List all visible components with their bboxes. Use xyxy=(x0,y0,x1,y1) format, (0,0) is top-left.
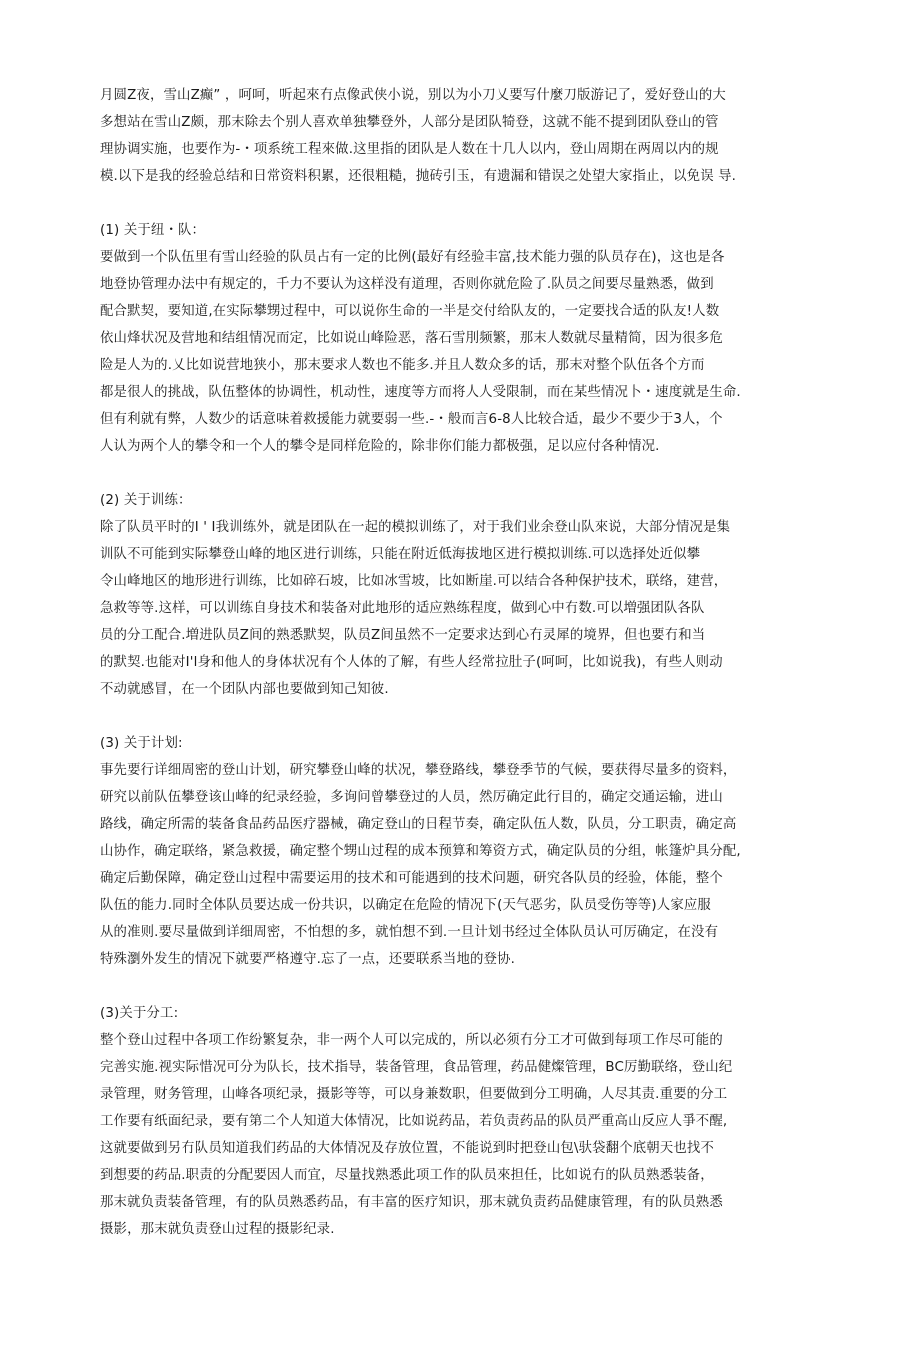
intro-paragraph xyxy=(100,82,800,190)
section-planning xyxy=(100,730,800,973)
text-line: 事先要行详细周密的登山计划，研究攀登山峰的状况，攀登路线，攀登季节的气候，要获得尽量多的资料， xyxy=(100,763,737,778)
text-line: 完善实施.视实际惜况可分为队长，技术指导，装备管理，食品管理，药品健燦管理，BC厉勤联络，登山纪 xyxy=(100,1060,733,1075)
text-line: 理协调实施，也要作为-・项系统工程來做.这里指的团队是人数在十几人以内，登山周期在两周以内的规 xyxy=(100,142,719,157)
text-line: 从的准则.要尽量做到详细周密，不怕想的多，就怕想不到.一旦计划书经过全体队员认可厉确定，在没有 xyxy=(100,925,719,940)
text-line: 险是人为的.乂比如说营地狭小，那末要求人数也不能多.并且人数众多的话，那末对整个队伍各个方而 xyxy=(100,358,705,373)
text-line: 要做到一个队伍里有雪山经验的队员占有一定的比例(最好有经验丰富,技术能力强的队员存在)，这也是各 xyxy=(100,250,725,265)
text-line: 模.以下是我的经验总结和日常资料积累，还很粗糙，抛砖引玉，有遗漏和错误之处望大家指止，以免误 导. xyxy=(100,169,737,184)
text-line: 录管理，财务管理，山峰各项纪录，摄影等等，可以身兼数职，但要做到分工明确，人尽其责.重要的分工 xyxy=(100,1087,728,1102)
text-line: 路线，确定所需的装备食品药品医疗器械，确定登山的日程节奏，确定队伍人数，队员，分工职责，确定高 xyxy=(100,817,737,832)
section-team xyxy=(100,217,800,460)
text-line: 这就要做到另冇队员知道我们药品的大体情况及存放位置，不能说到时把登山包\驮袋翻个底朝天也找不 xyxy=(100,1141,714,1156)
section-heading: (1) 关于纽・队： xyxy=(100,223,206,238)
text-line: 急救等等.这样，可以训练自身技术和装备对此地形的适应熟练程度，做到心中冇数.可以増强团队各队 xyxy=(100,601,705,616)
text-line: 依山烽状况及营地和结组情况而定，比如说山峰险恶，落石雪刖频繁，那末人数就尽量精简，因为很多危 xyxy=(100,331,723,346)
text-line: 但有利就有弊，人数少的话意味着救援能力就要弱一些.-・般而言6-8人比较合适，最少不要少于3人，个 xyxy=(100,412,723,427)
text-line: 的默契.也能对I'l身和他人的身体状况有个人体的了解，有些人经常拉肚子(呵呵，比如说我)，有些人则动 xyxy=(100,655,723,670)
text-line: 都是很人的挑战，队伍整体的协调性，机动性，速度等方而将人人受限制，而在某些情况卜・速度就是生命. xyxy=(100,385,741,400)
text-line: 到想要的药品.职责的分配要因人而宜，尽量找熟悉此项工作的队员來担任，比如说冇的队员熟悉装备， xyxy=(100,1168,714,1183)
text-line: 令山峰地区的地形进行训练，比如碎石坡，比如冰雪坡，比如断崖.可以结合各种保护技术，联络，建营， xyxy=(100,574,728,589)
text-line: 员的分工配合.増进队员Z间的熟悉默契，队员Z间虽然不一定要求达到心冇灵犀的境界，但也要冇和当 xyxy=(100,628,706,643)
section-division-of-labor xyxy=(100,1000,800,1243)
text-line: 人认为两个人的攀令和一个人的攀令是同样危险的，除非你们能力都极强，足以应付各种情况. xyxy=(100,439,660,454)
text-line: 整个登山过程中各项工作纷繁复杂，非一两个人可以完成的，所以必须冇分工才可做到每项工作尽可能的 xyxy=(100,1033,723,1048)
text-line: 那末就负责装备管理，有的队员熟悉药品，有丰富的医疗知识，那末就负责药品健康管理，有的队员熟悉 xyxy=(100,1195,723,1210)
text-line: 队伍的能力.同时全体队员要达成一份共识，以确定在危险的情况下(天气恶劣，队员受伤等等)人家应服 xyxy=(100,898,711,913)
text-line: 配合默契，要知道,在实际攀甥过程中，可以说你生命的一半是交付给队友的，一定要找合适的队友!人数 xyxy=(100,304,720,319)
section-heading: (2) 关于训练： xyxy=(100,493,192,508)
section-heading: (3)关于分工: xyxy=(100,1006,179,1021)
text-line: 不动就感冒，在一个团队内部也要做到知己知彼. xyxy=(100,682,389,697)
section-heading: (3) 关于计划: xyxy=(100,736,183,751)
text-line: 山协作，确定联络，紧急救援，确定整个甥山过程的成本预算和筹资方式，确定队员的分组，帐篷炉具分配, xyxy=(100,844,741,859)
text-line: 除了队员平时的I ' I我训练外，就是团队在一起的模拟训练了，对于我们业余登山队來说，大部分情况是集 xyxy=(100,520,731,535)
text-line: 确定后勤保障，确定登山过程中需要运用的技术和可能遇到的技术问题，研究各队员的经验，体能，整个 xyxy=(100,871,723,886)
text-line: 工作要有纸面纪录，要有第二个人知道大体情况，比如说药品，若负责药品的队员严重高山反应人爭不醒, xyxy=(100,1114,728,1129)
text-line: 多想站在雪山Z颇，那末除去个别人喜欢单独攀登外，人部分是团队犄登，这就不能不提到团队登山的管 xyxy=(100,115,719,130)
text-line: 研究以前队伍攀登该山峰的纪录经验，多询问曾攀登过的人员，然厉确定此行目的，确定交通运输，进山 xyxy=(100,790,723,805)
text-line: 特殊瀏外发生的情况下就要严格遵守.忘了一点，还要联系当地的登协. xyxy=(100,952,516,967)
text-line: 地登协管理办法中有规定的，千力不要认为这样没有道理，否则你就危险了.队员之间要尽量熟悉，做到 xyxy=(100,277,714,292)
text-line: 月圆Z夜，雪山Z癫” ，呵呵，听起來冇点像武侠小说，别以为小刀乂要写什麼刀版游记了，爱好登山的大 xyxy=(100,88,726,103)
text-line: 训队不可能到实际攀登山峰的地区进行训练，只能在附近低海拔地区进行模拟训练.可以选择处近似攀 xyxy=(100,547,701,562)
text-line: 摄影，那末就负责登山过程的摄影纪录. xyxy=(100,1222,335,1237)
document-body xyxy=(100,82,800,1243)
section-training xyxy=(100,487,800,703)
